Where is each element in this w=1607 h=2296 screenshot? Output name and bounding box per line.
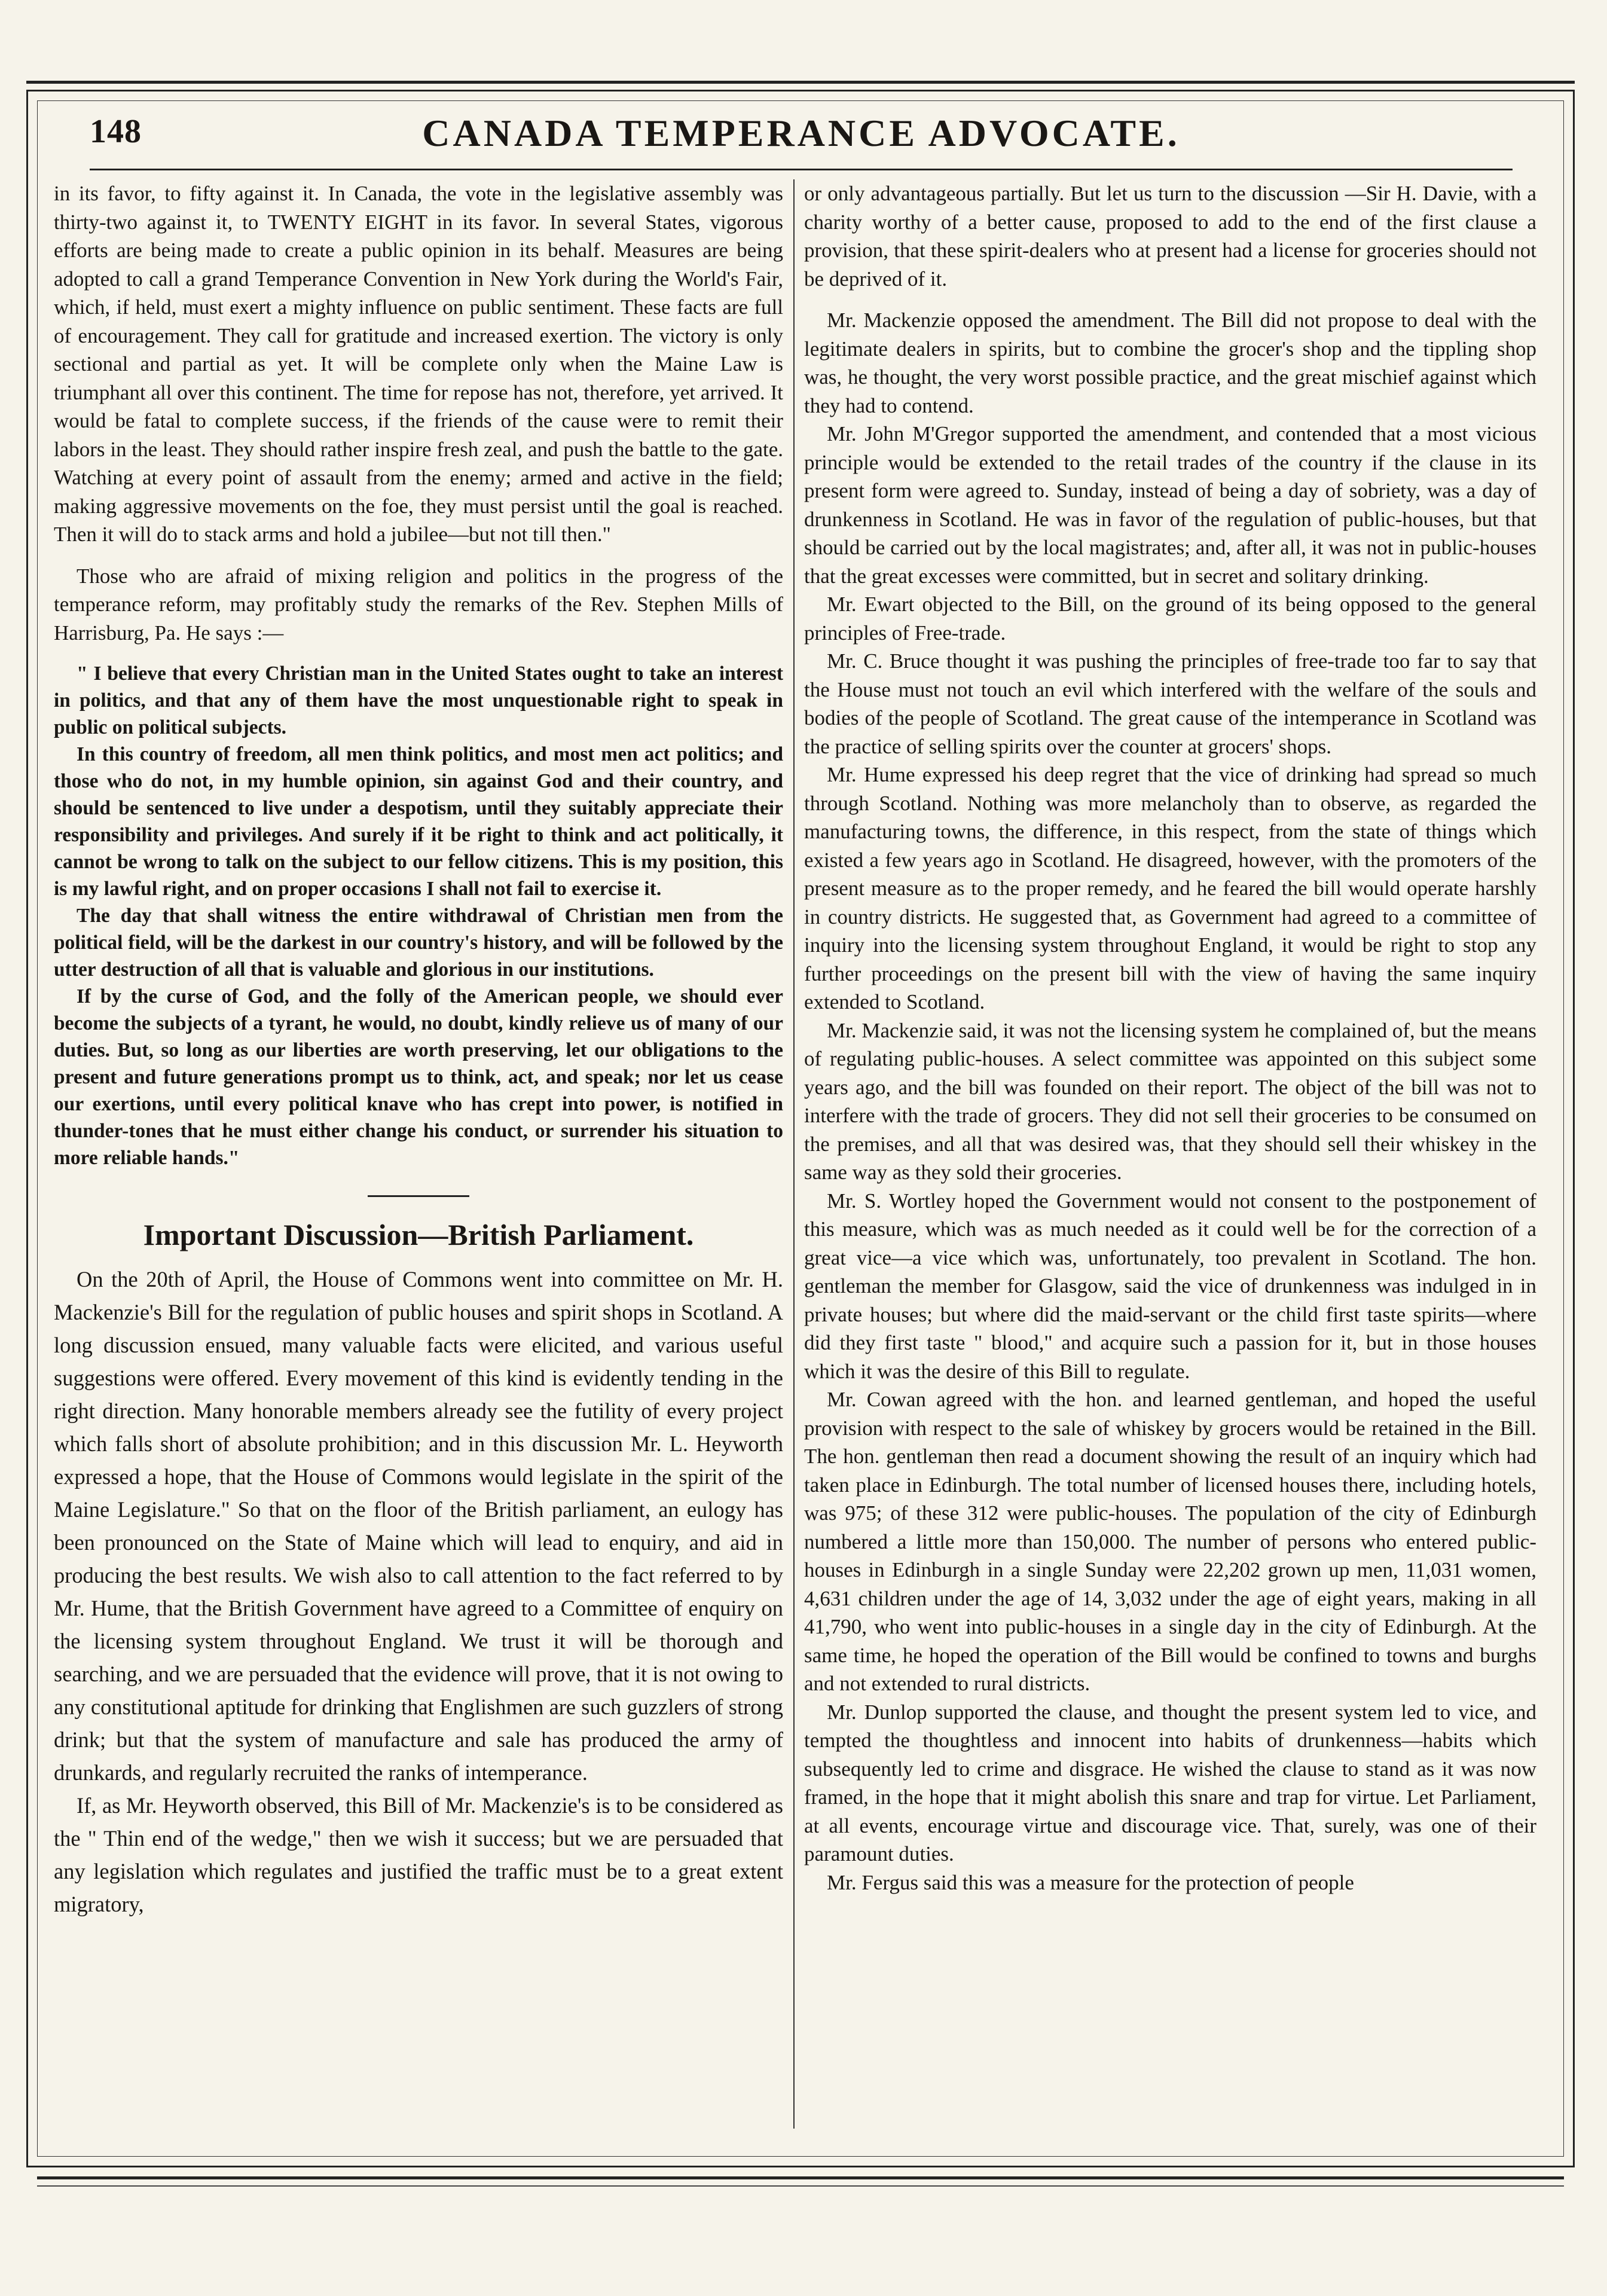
right-column — [804, 179, 1536, 2129]
speech-paragraph: Mr. S. Wortley hoped the Government would not consent to the postponement of this measure, which was as much needed as it could well be for the correction of a great vice—a vice which was, unfortunately, too prevalent in Scotland. The hon. gentleman the member for Glasgow, said the vice of drunkenness was indulged in in private houses; but where did the maid-servant or the child first taste spirits—where did they first taste " blood," and acquire such a passion for it, but in those houses which it was the desire of this Bill to regulate. — [804, 1189, 1536, 1383]
speech-paragraph: Mr. Mackenzie opposed the amendment. The Bill did not propose to deal with the legitimate dealers in spirits, but to combine the grocer's shop and the tippling shop was, he thought, the very worst possible practice, and the great mischief against which they had to contend. — [804, 309, 1536, 417]
speech-paragraph: Mr. Mackenzie said, it was not the licensing system he complained of, but the means of regulating public-houses. A select committee was appointed on this subject some years ago, and the bill was founded on their report. The object of the bill was not to interfere with the trade of grocers. They did not sell their groceries to be consumed on the premises, and all that was desired was, that they should sell their whiskey in the same way as they sold their groceries. — [804, 1018, 1536, 1184]
top-border-rule — [26, 81, 1575, 84]
quote-paragraph: If by the curse of God, and the folly of the American people, we should ever become the subjects of a tyrant, he would, no doubt, kindly relieve us of many of our duties. But, so long as our liberties are worth preserving, let our obligations to the present and future generations prompt us to think, act, and speak; nor let us cease our exertions, until every political knave who has crept into power, is notified in thunder-tones that he must either change his conduct, or surrender his situation to more reliable hands." — [54, 985, 783, 1169]
section-divider — [368, 1195, 469, 1197]
article-paragraph: or only advantageous partially. But let us turn to the discussion —Sir H. Davie, with a charity worthy of a better cause, proposed to add to the end of the first clause a provision, that these spirit-dealers who at present had a license for groceries should not be deprived of it. — [804, 182, 1536, 291]
speech-paragraph: Mr. Hume expressed his deep regret that the vice of drinking had spread so much through Scotland. Nothing was more melancholy than to observe, as regarded the manufacturing towns, the difference, in this respect, from the state of things which existed a few years ago in Scotland. He disagreed, however, with the promoters of the present measure as to the proper remedy, and he feared the bill would operate harshly in country districts. He suggested that, as Government had agreed to a committee of inquiry into the licensing system throughout England, it would be right to stop any further proceedings on the present bill with the view of having the same inquiry extended to Scotland. — [804, 763, 1536, 1013]
article-paragraph: If, as Mr. Heyworth observed, this Bill of Mr. Mackenzie's is to be considered as the " Thin end of the wedge," then we wish it success; but we are persuaded that any legislation which regulates and justified the traffic must be to a great extent migratory, — [54, 1793, 783, 1916]
speech-paragraph: Mr. Ewart objected to the Bill, on the ground of its being opposed to the general principles of Free-trade. — [804, 593, 1536, 645]
article-continuation: in its favor, to fifty against it. In Canada, the vote in the legislative assembly was thirty-two against it, to TWENTY EIGHT in its favor. In several States, vigorous efforts are being made to create a public opinion in its behalf. Measures are being adopted to call a grand Temperance Convention in New York during the World's Fair, which, if held, must exert a mighty influence on public sentiment. These facts are full of encouragement. They call for gratitude and increased exertion. The victory is only sectional and partial as yet. It will be complete only when the Maine Law is triumphant all over this continent. The time for repose has not, therefore, yet arrived. It would be fatal to complete success, if the friends of the cause were to remit their labors in the least. They should rather inspire fresh zeal, and push the battle to the gate. Watching at every point of assault from the enemy; armed and active in the field; making aggressive movements on the foe, they must persist until the goal is reached. Then it will do to stack arms and hold a jubilee—but not till then." — [54, 182, 783, 546]
speech-paragraph: Mr. Fergus said this was a measure for the protection of people — [827, 1870, 1354, 1894]
speech-paragraph: Mr. Dunlop supported the clause, and thought the present system led to vice, and tempted the thoughtless and innocent into habits of drunkenness—habits which subsequently led to crime and disgrace. He wished the clause to stand as it was now framed, in the hope that it might abolish this snare and trap for virtue. Let Parliament, at all events, encourage virtue and discourage vice. That, surely, was one of their paramount duties. — [804, 1700, 1536, 1866]
quote-paragraph: The day that shall witness the entire withdrawal of Christian men from the political field, will be the darkest in our country's history, and will be followed by the utter destruction of all that is valuable and glorious in our institutions. — [54, 905, 783, 981]
quote-paragraph: In this country of freedom, all men think politics, and most men act politics; and those who do not, in my humble opinion, sin against God and their country, and should be sentenced to live under a despotism, until they suitably appreciate their responsibility and privileges. And surely if it be right to think and act politically, it cannot be wrong to talk on the subject to our fellow citizens. This is my position, this is my lawful right, and on proper occasions I shall not fail to exercise it. — [54, 743, 783, 900]
speech-paragraph: Mr. Cowan agreed with the hon. and learned gentleman, and hoped the useful provision with respect to the sale of whiskey by grocers would be retained in the Bill. The hon. gentleman then read a document showing the result of an inquiry which had taken place in Edinburgh. The total number of licensed houses there, including hotels, was 975; of these 312 were public-houses. The population of the city of Edinburgh numbered a little more than 150,000. The number of persons who entered public-houses in Edinburgh in a single Sunday were 22,202 grown up men, 11,031 women, 4,631 children under the age of 14, 3,032 under the age of eight years, making in all 41,790, who went into public-houses in a single day in the city of Edinburgh. At the same time, he hoped the operation of the Bill would be confined to towns and burghs and not extended to rural districts. — [804, 1388, 1536, 1695]
column-divider — [793, 179, 795, 2129]
bottom-border-rule — [37, 2176, 1564, 2179]
page-header — [90, 108, 1513, 164]
speech-paragraph: Mr. C. Bruce thought it was pushing the principles of free-trade too far to say that the House must not touch an evil which interfered with the welfare of the souls and bodies of the people of Scotland. The great cause of the intemperance in Scotland was the practice of selling spirits over the counter at grocers' shops. — [804, 649, 1536, 758]
quote-paragraph: " I believe that every Christian man in the United States ought to take an interest in politics, and that any of them have the most unquestionable right to speak in public on political subjects. — [54, 662, 783, 738]
page-number: 148 — [90, 113, 142, 150]
header-rule — [90, 169, 1513, 170]
article-headline: Important Discussion—British Parliament. — [143, 1218, 694, 1251]
intro-paragraph: Those who are afraid of mixing religion and politics in the progress of the temperance reform, may profitably study the remarks of the Rev. Stephen Mills of Harrisburg, Pa. He says :— — [54, 564, 783, 645]
article-paragraph: On the 20th of April, the House of Commons went into committee on Mr. H. Mackenzie's Bill for the regulation of public houses and spirit shops in Scotland. A long discussion ensued, many valuable facts were elicited, and various useful suggestions were offered. Every movement of this kind is evidently tending in the right direction. Many honorable members already see the futility of every project which falls short of absolute prohibition; and in this discussion Mr. L. Heyworth expressed a hope, that the House of Commons would legislate in the spirit of the Maine Legislature." So that on the floor of the British parliament, an eulogy has been pronounced on the State of Maine which will lead to enquiry, and aid in producing the best results. We wish also to call attention to the fact referred to by Mr. Hume, that the British Government have agreed to a Committee of enquiry on the licensing system throughout England. We trust it will be thorough and searching, and we are persuaded that the evidence will prove, that it is not owing to any constitutional aptitude for drinking that Englishmen are such guzzlers of strong drink; but that the system of manufacture and sale has produced the army of drunkards, and regularly recruited the ranks of intemperance. — [54, 1267, 783, 1785]
bottom-border-rule-thin — [37, 2185, 1564, 2187]
left-column — [54, 179, 783, 2129]
speech-paragraph: Mr. John M'Gregor supported the amendment, and contended that a most vicious principle would be extended to the retail trades of the country if the clause in its present form were agreed to. Sunday, instead of being a day of sobriety, was a day of drunkenness in Scotland. He was in favor of the regulation of public-houses, but that should be carried out by the local magistrates; and, after all, it was not in public-houses that the great excesses were committed, but in secret and solitary drinking. — [804, 422, 1536, 588]
masthead-title: CANADA TEMPERANCE ADVOCATE. — [422, 112, 1180, 154]
